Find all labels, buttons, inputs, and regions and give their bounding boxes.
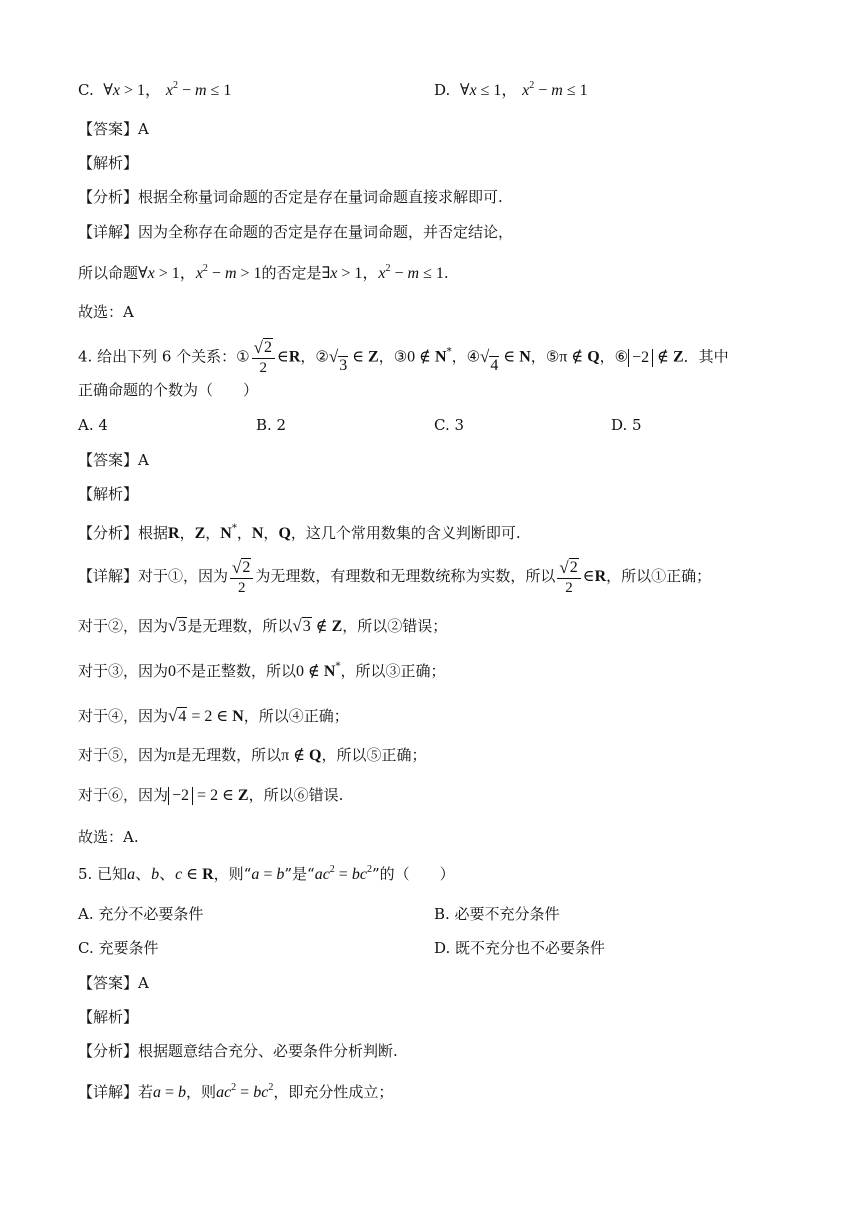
q4-detail-3: 对于③，因为0不是正整数，所以0 ∉ N*，所以③正确； <box>78 661 446 680</box>
q5-detail-1: 【详解】若a = b，则$ac^2 = bc^2$，即充分性成立； <box>78 1082 394 1101</box>
q4-stem-line2: 正确命题的个数为（ ） <box>78 381 259 399</box>
q4-option-b: B. 2 <box>256 416 287 434</box>
q4-detail-6: 对于⑥，因为 −2 = 2 ∈ Z，所以⑥错误. <box>78 786 344 804</box>
q5-option-b: B. 必要不充分条件 <box>434 905 560 923</box>
q5-answer: 【答案】A <box>78 974 149 992</box>
q3-option-d: D. ∀x ≤ 1， $x^2 - m \le 1$ <box>434 80 588 99</box>
q3-conclusion: 故选：A <box>78 303 134 321</box>
q3-fenxi: 【分析】根据全称量词命题的否定是存在量词命题直接求解即可. <box>78 188 503 206</box>
q4-detail-1: 【详解】对于①，因为 √ 2 2 为无理数，有理数和无理数统称为实数，所以 √ 2 2 ∈R，所以①正确； <box>78 557 712 596</box>
q4-option-a: A. 4 <box>78 416 108 434</box>
q3-analysis-heading: 【解析】 <box>78 154 139 172</box>
q4-option-c: C. 3 <box>434 416 465 434</box>
q5-stem: 5. 已知a、b、c ∈ R，则“a = b”是“$ac^2 = bc^2$”的（ ） <box>78 864 455 883</box>
q4-option-d: D. 5 <box>611 416 642 434</box>
q3-option-c: C. ∀x > 1， $x^2 - m \le 1$ <box>78 80 232 99</box>
q4-fenxi: 【分析】根据R，Z，N*，N，Q，这几个常用数集的含义判断即可. <box>78 523 521 542</box>
q5-option-a: A. 充分不必要条件 <box>78 905 204 923</box>
q3-xiangjie-2: 所以命题∀x > 1，$x^2 - m > 1$的否定是∃x > 1，$x^2 - m \le 1$. <box>78 263 449 282</box>
q4-detail-4: 对于④，因为 √ 4 = 2 ∈ N，所以④正确； <box>78 706 349 725</box>
q5-option-d: D. 既不充分也不必要条件 <box>434 939 606 957</box>
q4-detail-5: 对于⑤，因为π是无理数，所以π ∉ Q，所以⑤正确； <box>78 746 427 764</box>
q3-answer: 【答案】A <box>78 120 149 138</box>
q4-answer: 【答案】A <box>78 451 149 469</box>
q5-fenxi: 【分析】根据题意结合充分、必要条件分析判断. <box>78 1042 398 1060</box>
q4-analysis-heading: 【解析】 <box>78 485 139 503</box>
q4-detail-2: 对于②，因为 √ 3 是无理数，所以 √ 3 ∉ Z，所以②错误； <box>78 616 448 635</box>
q5-option-c: C. 充要条件 <box>78 939 159 957</box>
q3-xiangjie-1: 【详解】因为全称存在命题的否定是存在量词命题，并否定结论， <box>78 223 514 241</box>
q5-analysis-heading: 【解析】 <box>78 1008 139 1026</box>
q4-conclusion: 故选：A. <box>78 828 139 846</box>
q4-stem: 4. 给出下列 6 个关系：① √ 2 2 ∈R，② √ 3 ∈ Z，③0 ∉ N*，④ √ 4 ∈ N，⑤π ∉ Q，⑥ −2 ∉ Z．其中 <box>78 338 729 376</box>
